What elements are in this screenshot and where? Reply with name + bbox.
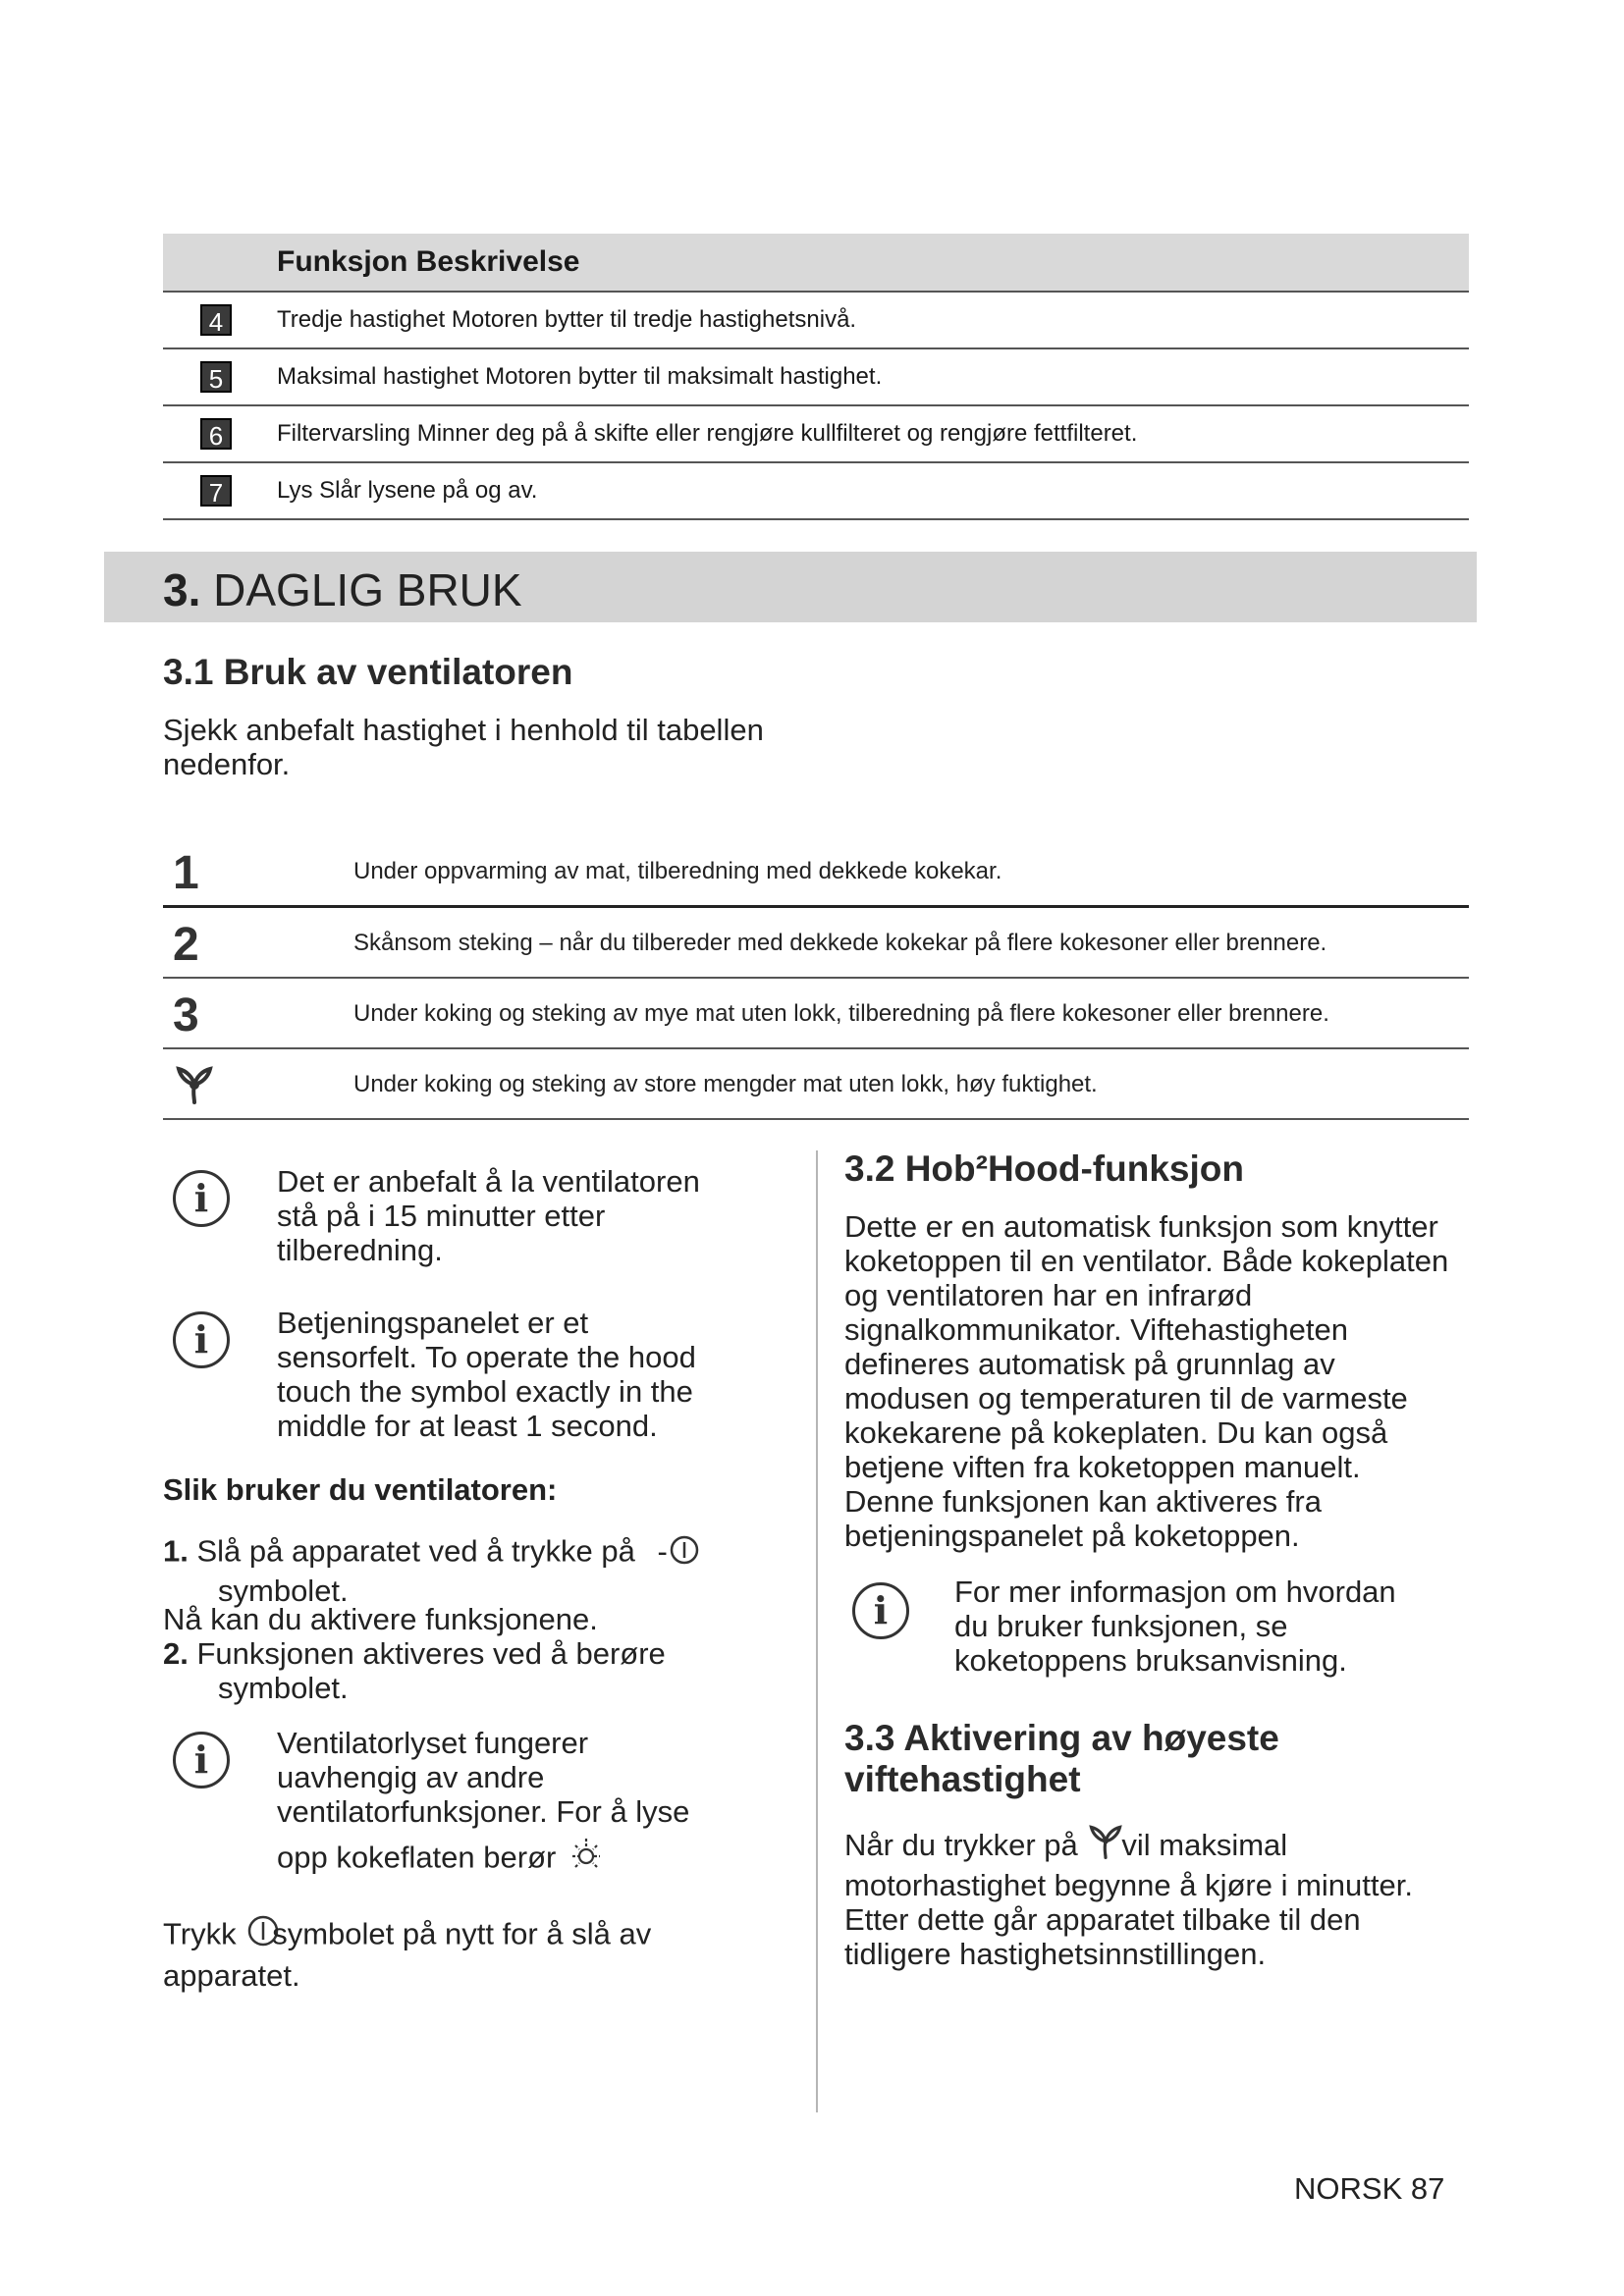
info-icon: i [173, 1311, 230, 1368]
note-line: middle for at least 1 second. [277, 1409, 658, 1443]
speed-level: 3 [173, 989, 199, 1041]
info-note-1 [277, 1164, 700, 1267]
column-divider [816, 1150, 818, 2112]
info-icon: i [852, 1582, 909, 1639]
section-title [163, 563, 522, 616]
section-header [104, 552, 1477, 622]
step-2 [163, 1636, 666, 1705]
heading-line: viftehastighet [844, 1759, 1081, 1799]
note-line: sensorfelt. To operate the hood [277, 1340, 696, 1374]
note-line: Betjeningspanelet er et [277, 1306, 589, 1340]
howto-heading: Slik bruker du ventilatoren: [163, 1472, 558, 1507]
table-row [163, 349, 1469, 406]
table-row [163, 293, 1469, 349]
info-icon: i [173, 1170, 230, 1227]
subsection-heading-3-2: 3.2 Hob²Hood-funksjon [844, 1148, 1244, 1189]
press-text: Trykk [163, 1916, 237, 1951]
step-dash: - [657, 1533, 668, 1569]
paragraph-line: kokekarene på kokeplaten. Du kan også [844, 1415, 1388, 1450]
table-row [163, 979, 1469, 1049]
paragraph-line: tidligere hastighetsinnstillingen. [844, 1937, 1267, 1971]
section-title-text: DAGLIG BRUK [213, 564, 522, 615]
note-line: Det er anbefalt å la ventilatoren [277, 1164, 700, 1199]
function-number-badge: 7 [200, 475, 232, 507]
table-row [163, 836, 1469, 908]
note-line: du bruker funksjonen, se [954, 1609, 1288, 1643]
function-table-header-text: Funksjon Beskrivelse [277, 245, 580, 278]
paragraph-line: betjeningspanelet på koketoppen. [844, 1519, 1300, 1553]
now-line: Nå kan du aktivere funksjonene. [163, 1602, 598, 1636]
intro-line: Sjekk anbefalt hastighet i henhold til tabellen [163, 713, 764, 747]
paragraph-line: modusen og temperaturen til de varmeste [844, 1381, 1408, 1415]
power-icon [668, 1533, 701, 1574]
step-number: 2. [163, 1636, 189, 1671]
paragraph-text: vil maksimal [1121, 1828, 1288, 1862]
note-line: tilberedning. [277, 1233, 443, 1267]
paragraph-line: Etter dette går apparatet tilbake til den [844, 1902, 1361, 1937]
step-1 [163, 1533, 752, 1608]
info-icon: i [173, 1732, 230, 1789]
step-number: 1. [163, 1533, 189, 1569]
subsection-heading-3-1: 3.1 Bruk av ventilatoren [163, 652, 573, 692]
power-off-paragraph [163, 1914, 651, 1993]
note-line: uavhengig av andre [277, 1760, 545, 1794]
speed-level: 2 [173, 919, 199, 971]
paragraph-line: betjene viften fra koketoppen manuelt. [844, 1450, 1361, 1484]
table-row [163, 463, 1469, 520]
step-continuation: symbolet. [218, 1574, 349, 1608]
function-number-badge: 5 [200, 361, 232, 393]
function-table-header [163, 234, 1469, 293]
note-line: touch the symbol exactly in the [277, 1374, 693, 1409]
paragraph-line: Denne funksjonen kan aktiveres fra [844, 1484, 1322, 1519]
speed-description: Under koking og steking av store mengder mat uten lokk, høy fuktighet. [353, 1071, 1098, 1097]
note-line: koketoppens bruksanvisning. [954, 1643, 1347, 1678]
paragraph-line: og ventilatoren har en infrarød [844, 1278, 1253, 1312]
paragraph-line: Dette er en automatisk funksjon som knytter [844, 1209, 1438, 1244]
function-description: Filtervarsling Minner deg på å skifte eller rengjøre kullfilteret og rengjøre fettfilteret. [277, 420, 1138, 447]
table-row [163, 908, 1469, 979]
paragraph-line: koketoppen til en ventilator. Både kokeplaten [844, 1244, 1449, 1278]
press-text: symbolet på nytt for å slå av [272, 1916, 652, 1951]
info-note-3 [277, 1726, 689, 1883]
step-text: Slå på apparatet ved å trykke på [196, 1533, 635, 1569]
speed-level: 1 [173, 847, 199, 899]
speed-description: Under oppvarming av mat, tilberedning med dekkede kokekar. [353, 858, 1002, 884]
info-note-2 [277, 1306, 696, 1443]
function-description: Lys Slår lysene på og av. [277, 477, 538, 504]
press-text: apparatet. [163, 1958, 300, 1993]
note-line: ventilatorfunksjoner. For å lyse [277, 1794, 690, 1829]
speed-description: Under koking og steking av mye mat uten lokk, tilberedning på flere kokesoner eller brennere. [353, 1000, 1329, 1027]
paragraph-line: signalkommunikator. Viftehastigheten [844, 1312, 1348, 1347]
heading-line: 3.3 Aktivering av høyeste [844, 1718, 1279, 1758]
fan-icon [173, 1063, 216, 1118]
function-table [163, 234, 1469, 520]
step-continuation: symbolet. [218, 1671, 349, 1705]
speed-table [163, 836, 1469, 1120]
fan-icon [1086, 1822, 1125, 1868]
note-line: Ventilatorlyset fungerer [277, 1726, 589, 1760]
paragraph-line: motorhastighet begynne å kjøre i minutter. [844, 1868, 1413, 1902]
paragraph-text: Når du trykker på [844, 1828, 1078, 1862]
light-icon [568, 1837, 604, 1883]
intro-paragraph [163, 713, 764, 781]
note-line: For mer informasjon om hvordan [954, 1575, 1396, 1609]
step-text: Funksjonen aktiveres ved å berøre [196, 1636, 666, 1671]
section-number: 3. [163, 564, 201, 615]
function-number-badge: 4 [200, 304, 232, 336]
function-description: Maksimal hastighet Motoren bytter til maksimalt hastighet. [277, 363, 883, 390]
subsection-heading-3-3 [844, 1718, 1279, 1800]
page-footer: NORSK 87 [1294, 2171, 1445, 2206]
function-description: Tredje hastighet Motoren bytter til tredje hastighetsnivå. [277, 306, 857, 333]
note-line: stå på i 15 minutter etter [277, 1199, 606, 1233]
table-row [163, 1049, 1469, 1120]
function-number-badge: 6 [200, 418, 232, 450]
hob2hood-paragraph [844, 1209, 1473, 1553]
max-speed-paragraph [844, 1828, 1473, 1971]
info-note-4 [954, 1575, 1396, 1678]
intro-line: nedenfor. [163, 747, 291, 781]
speed-description: Skånsom steking – når du tilbereder med dekkede kokekar på flere kokesoner eller brennere. [353, 930, 1327, 956]
note-line: opp kokeflaten berør [277, 1840, 557, 1875]
paragraph-line: defineres automatisk på grunnlag av [844, 1347, 1335, 1381]
table-row [163, 406, 1469, 463]
